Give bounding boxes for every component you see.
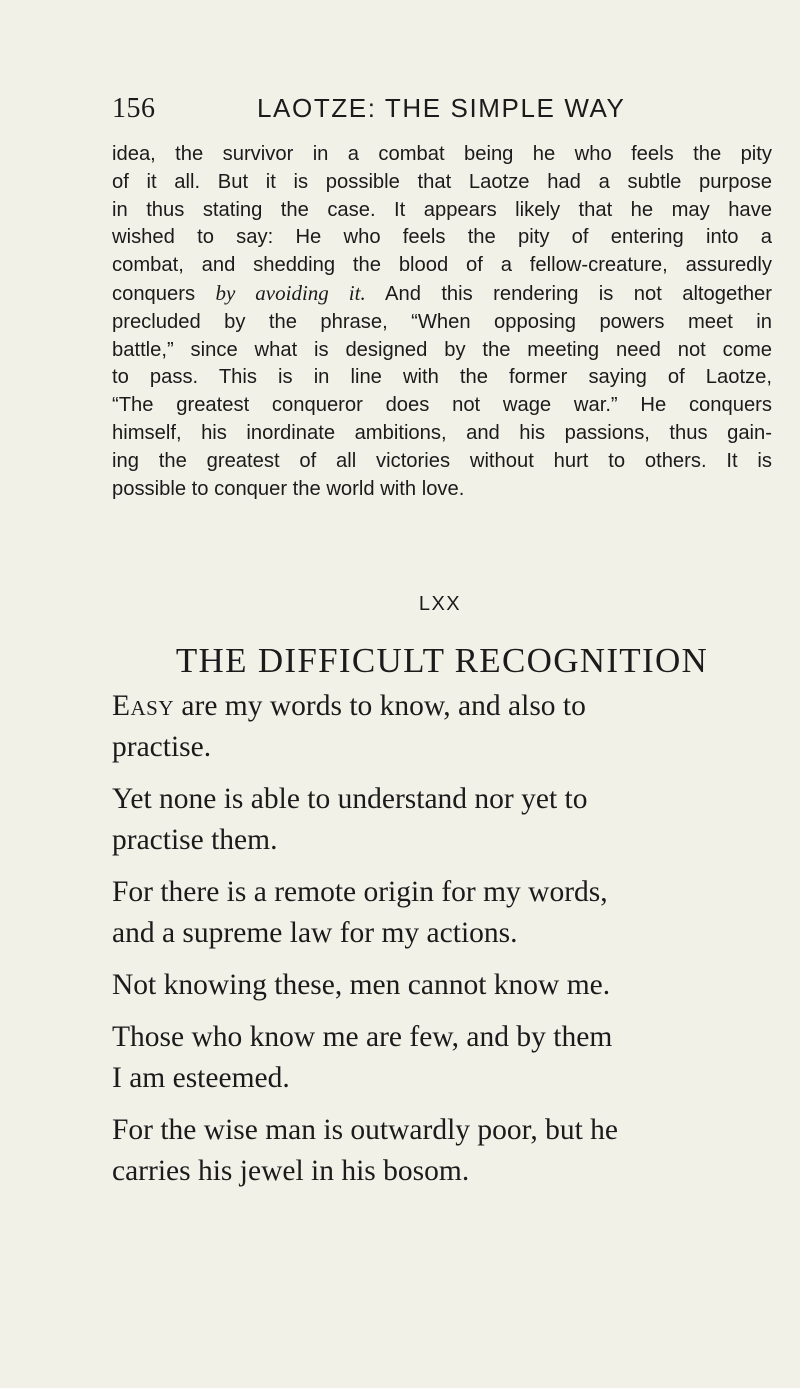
commentary-line: combat, and shedding the blood of a fellow-creature, assuredly — [112, 254, 772, 277]
verse — [112, 686, 772, 768]
commentary-text: And this rendering is not altogether — [385, 282, 773, 305]
verse-line: Yet none is able to understand nor yet to — [112, 783, 588, 815]
emphasis-text: by avoiding it. — [215, 280, 366, 305]
verse-line: carries his jewel in his bosom. — [112, 1155, 470, 1187]
commentary-line: “The greatest conqueror does not wage war.” He conquers — [112, 394, 772, 417]
commentary-line: battle,” since what is designed by the meeting need not come — [112, 338, 772, 361]
verse-line: I am esteemed. — [112, 1062, 290, 1094]
commentary-line: precluded by the phrase, “When opposing powers meet in — [112, 310, 772, 333]
verse-line: practise. — [112, 731, 212, 763]
verse-line — [112, 686, 772, 727]
verse-line: and a supreme law for my actions. — [112, 917, 518, 949]
commentary-text: conquers — [112, 282, 196, 305]
running-head — [112, 93, 692, 129]
commentary-line: to pass. This is in line with the former saying of Laotze, — [112, 366, 772, 389]
commentary-paragraph — [112, 141, 772, 503]
verse — [112, 1017, 772, 1099]
verse — [112, 965, 772, 1006]
verse-line: practise them. — [112, 824, 278, 856]
verse — [112, 1110, 772, 1192]
chapter-title: THE DIFFICULT RECOGNITION — [175, 641, 709, 680]
commentary-line: ing the greatest of all victories without hurt to others. It is — [112, 449, 772, 472]
verse-line: Those who know me are few, and by them — [112, 1021, 613, 1053]
running-head-title: LAOTZE: THE SIMPLE WAY — [257, 93, 626, 123]
verse-line: Not knowing these, men cannot know me. — [112, 969, 611, 1001]
page-number: 156 — [112, 93, 156, 124]
commentary-line: himself, his inordinate ambitions, and his passions, thus gain- — [112, 421, 772, 444]
verse-lead-word: Easy — [112, 690, 175, 722]
chapter-number: LXX — [418, 593, 462, 615]
verse-line: For there is a remote origin for my words, — [112, 876, 608, 908]
commentary-line — [112, 280, 772, 309]
verse — [112, 872, 772, 954]
commentary-line: in thus stating the case. It appears likely that he may have — [112, 198, 772, 221]
verse-line: For the wise man is outwardly poor, but he — [112, 1114, 618, 1146]
verse-block — [112, 686, 772, 1192]
verse-text: are my words to know, and also to — [174, 690, 586, 722]
verse — [112, 779, 772, 861]
commentary-line: of it all. But it is possible that Laotze had a subtle purpose — [112, 170, 772, 193]
commentary-line: possible to conquer the world with love. — [112, 477, 465, 500]
commentary-line: wished to say: He who feels the pity of entering into a — [112, 226, 772, 249]
commentary-line: idea, the survivor in a combat being he who feels the pity — [112, 143, 772, 165]
